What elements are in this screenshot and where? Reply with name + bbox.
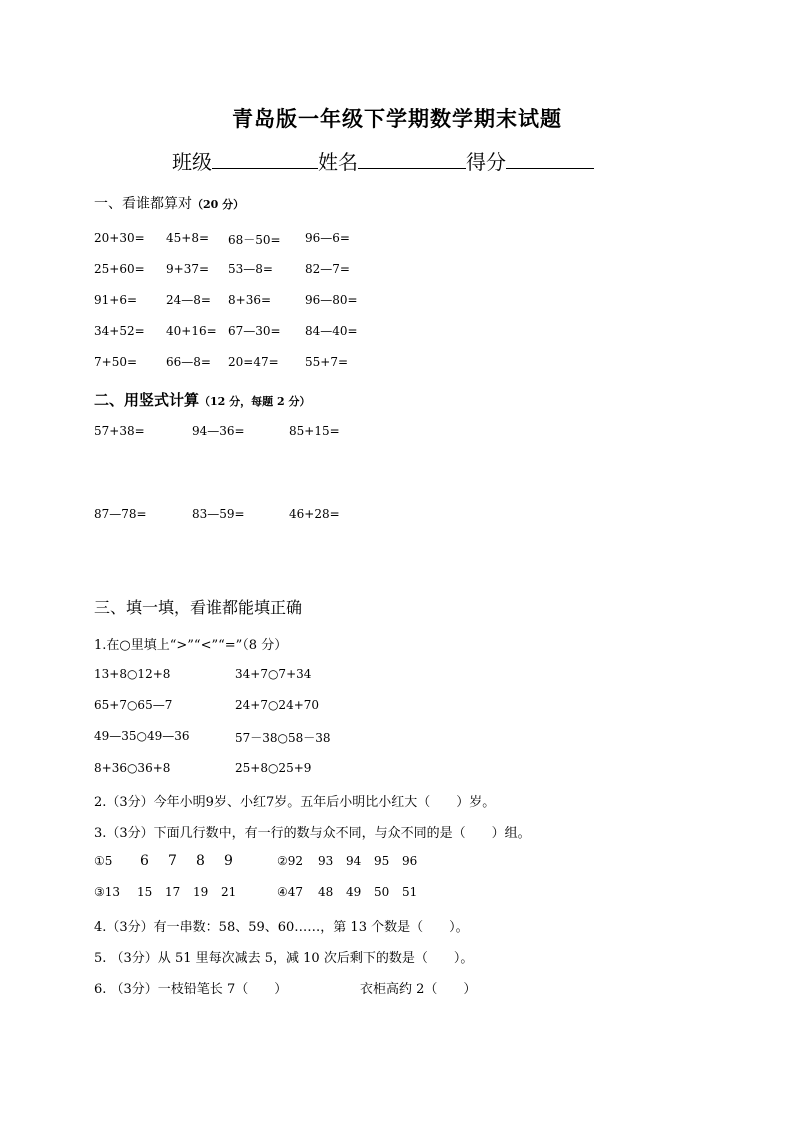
number-group-item: ①5 <box>94 854 113 868</box>
page-title: 青岛版一年级下学期数学期末试题 <box>232 106 562 131</box>
calc-problem: 34+52= <box>94 324 145 338</box>
number-group-item: 7 <box>168 853 177 869</box>
class-label: 班级 <box>172 150 212 174</box>
calc-problem: 24—8= <box>166 293 211 307</box>
number-group-item: ④47 <box>277 885 304 899</box>
number-group-item: 6 <box>140 853 149 869</box>
calc-problem: 91+6= <box>94 293 138 307</box>
compare-problem: 34+7○7+34 <box>235 667 312 681</box>
score-label: 得分 <box>466 150 506 174</box>
calc-problem: 96—80= <box>305 293 358 307</box>
compare-problem: 13+8○12+8 <box>94 667 171 681</box>
calc-problem: 67—30= <box>228 324 281 338</box>
vertical-calc-problem: 87—78= <box>94 507 147 521</box>
question-4: 4.（3分）有一串数：58、59、60……，第 13 个数是（ ）。 <box>94 920 469 935</box>
number-group-item: 9 <box>224 853 233 869</box>
calc-problem: 40+16= <box>166 324 217 338</box>
calc-problem: 7+50= <box>94 355 138 369</box>
calc-problem: 96—6= <box>305 231 350 245</box>
compare-problem: 8+36○36+8 <box>94 761 171 775</box>
compare-problem: 65+7○65—7 <box>94 698 173 712</box>
calc-problem: 53—8= <box>228 262 273 276</box>
vertical-calc-problem: 57+38= <box>94 424 145 438</box>
calc-problem: 82—7= <box>305 262 350 276</box>
number-group-item: 49 <box>346 885 362 899</box>
question-2: 2.（3分）今年小明9岁、小红7岁。五年后小明比小红大（ ）岁。 <box>94 795 496 810</box>
compare-problem: 49—35○49—36 <box>94 729 190 743</box>
calc-problem: 66—8= <box>166 355 211 369</box>
calc-problem: 25+60= <box>94 262 145 276</box>
calc-problem: 20+30= <box>94 231 145 245</box>
number-group-item: 94 <box>346 854 362 868</box>
number-group-item: 8 <box>196 853 205 869</box>
calc-problem: 20=47= <box>228 355 279 369</box>
score-blank[interactable] <box>506 148 594 169</box>
compare-problem: 24+7○24+70 <box>235 698 320 712</box>
calc-problem: 8+36= <box>228 293 272 307</box>
compare-problem: 57－38○58－38 <box>235 731 331 745</box>
section-2-heading: 二、用竖式计算（12 分，每题 2 分） <box>94 391 311 409</box>
number-group-item: 21 <box>221 885 237 899</box>
number-group-item: 19 <box>193 885 209 899</box>
question-1: 1.在○里填上“>”“<”“=”（8 分） <box>94 638 288 653</box>
number-group-item: 50 <box>374 885 390 899</box>
section-3-heading: 三、填一填，看谁都能填正确 <box>94 598 303 617</box>
question-6-part-a: 6. （3分）一枝铅笔长 7（ ） <box>94 982 288 997</box>
number-group-item: ②92 <box>277 854 304 868</box>
question-5: 5. （3分）从 51 里每次减去 5，减 10 次后剩下的数是（ ）。 <box>94 951 474 966</box>
class-blank[interactable] <box>212 148 318 169</box>
vertical-calc-problem: 46+28= <box>289 507 340 521</box>
number-group-item: 15 <box>137 885 153 899</box>
number-group-item: 17 <box>165 885 181 899</box>
calc-problem: 84—40= <box>305 324 358 338</box>
number-group-item: 51 <box>402 885 418 899</box>
number-group-item: 95 <box>374 854 390 868</box>
question-3: 3.（3分）下面几行数中，有一行的数与众不同，与众不同的是（ ）组。 <box>94 826 531 841</box>
section-1-heading: 一、看谁都算对（20 分） <box>94 196 245 212</box>
vertical-calc-problem: 83—59= <box>192 507 245 521</box>
calc-problem: 68－50= <box>228 233 281 247</box>
question-6-part-b: 衣柜高约 2（ ） <box>360 982 477 997</box>
calc-problem: 45+8= <box>166 231 210 245</box>
number-group-item: 48 <box>318 885 334 899</box>
name-label: 姓名 <box>318 150 358 174</box>
calc-problem: 9+37= <box>166 262 210 276</box>
number-group-item: ③13 <box>94 885 121 899</box>
number-group-item: 96 <box>402 854 418 868</box>
compare-problem: 25+8○25+9 <box>235 761 312 775</box>
calc-problem: 55+7= <box>305 355 349 369</box>
vertical-calc-problem: 85+15= <box>289 424 340 438</box>
student-info-line <box>172 146 594 175</box>
vertical-calc-problem: 94—36= <box>192 424 245 438</box>
name-blank[interactable] <box>358 148 466 169</box>
number-group-item: 93 <box>318 854 334 868</box>
